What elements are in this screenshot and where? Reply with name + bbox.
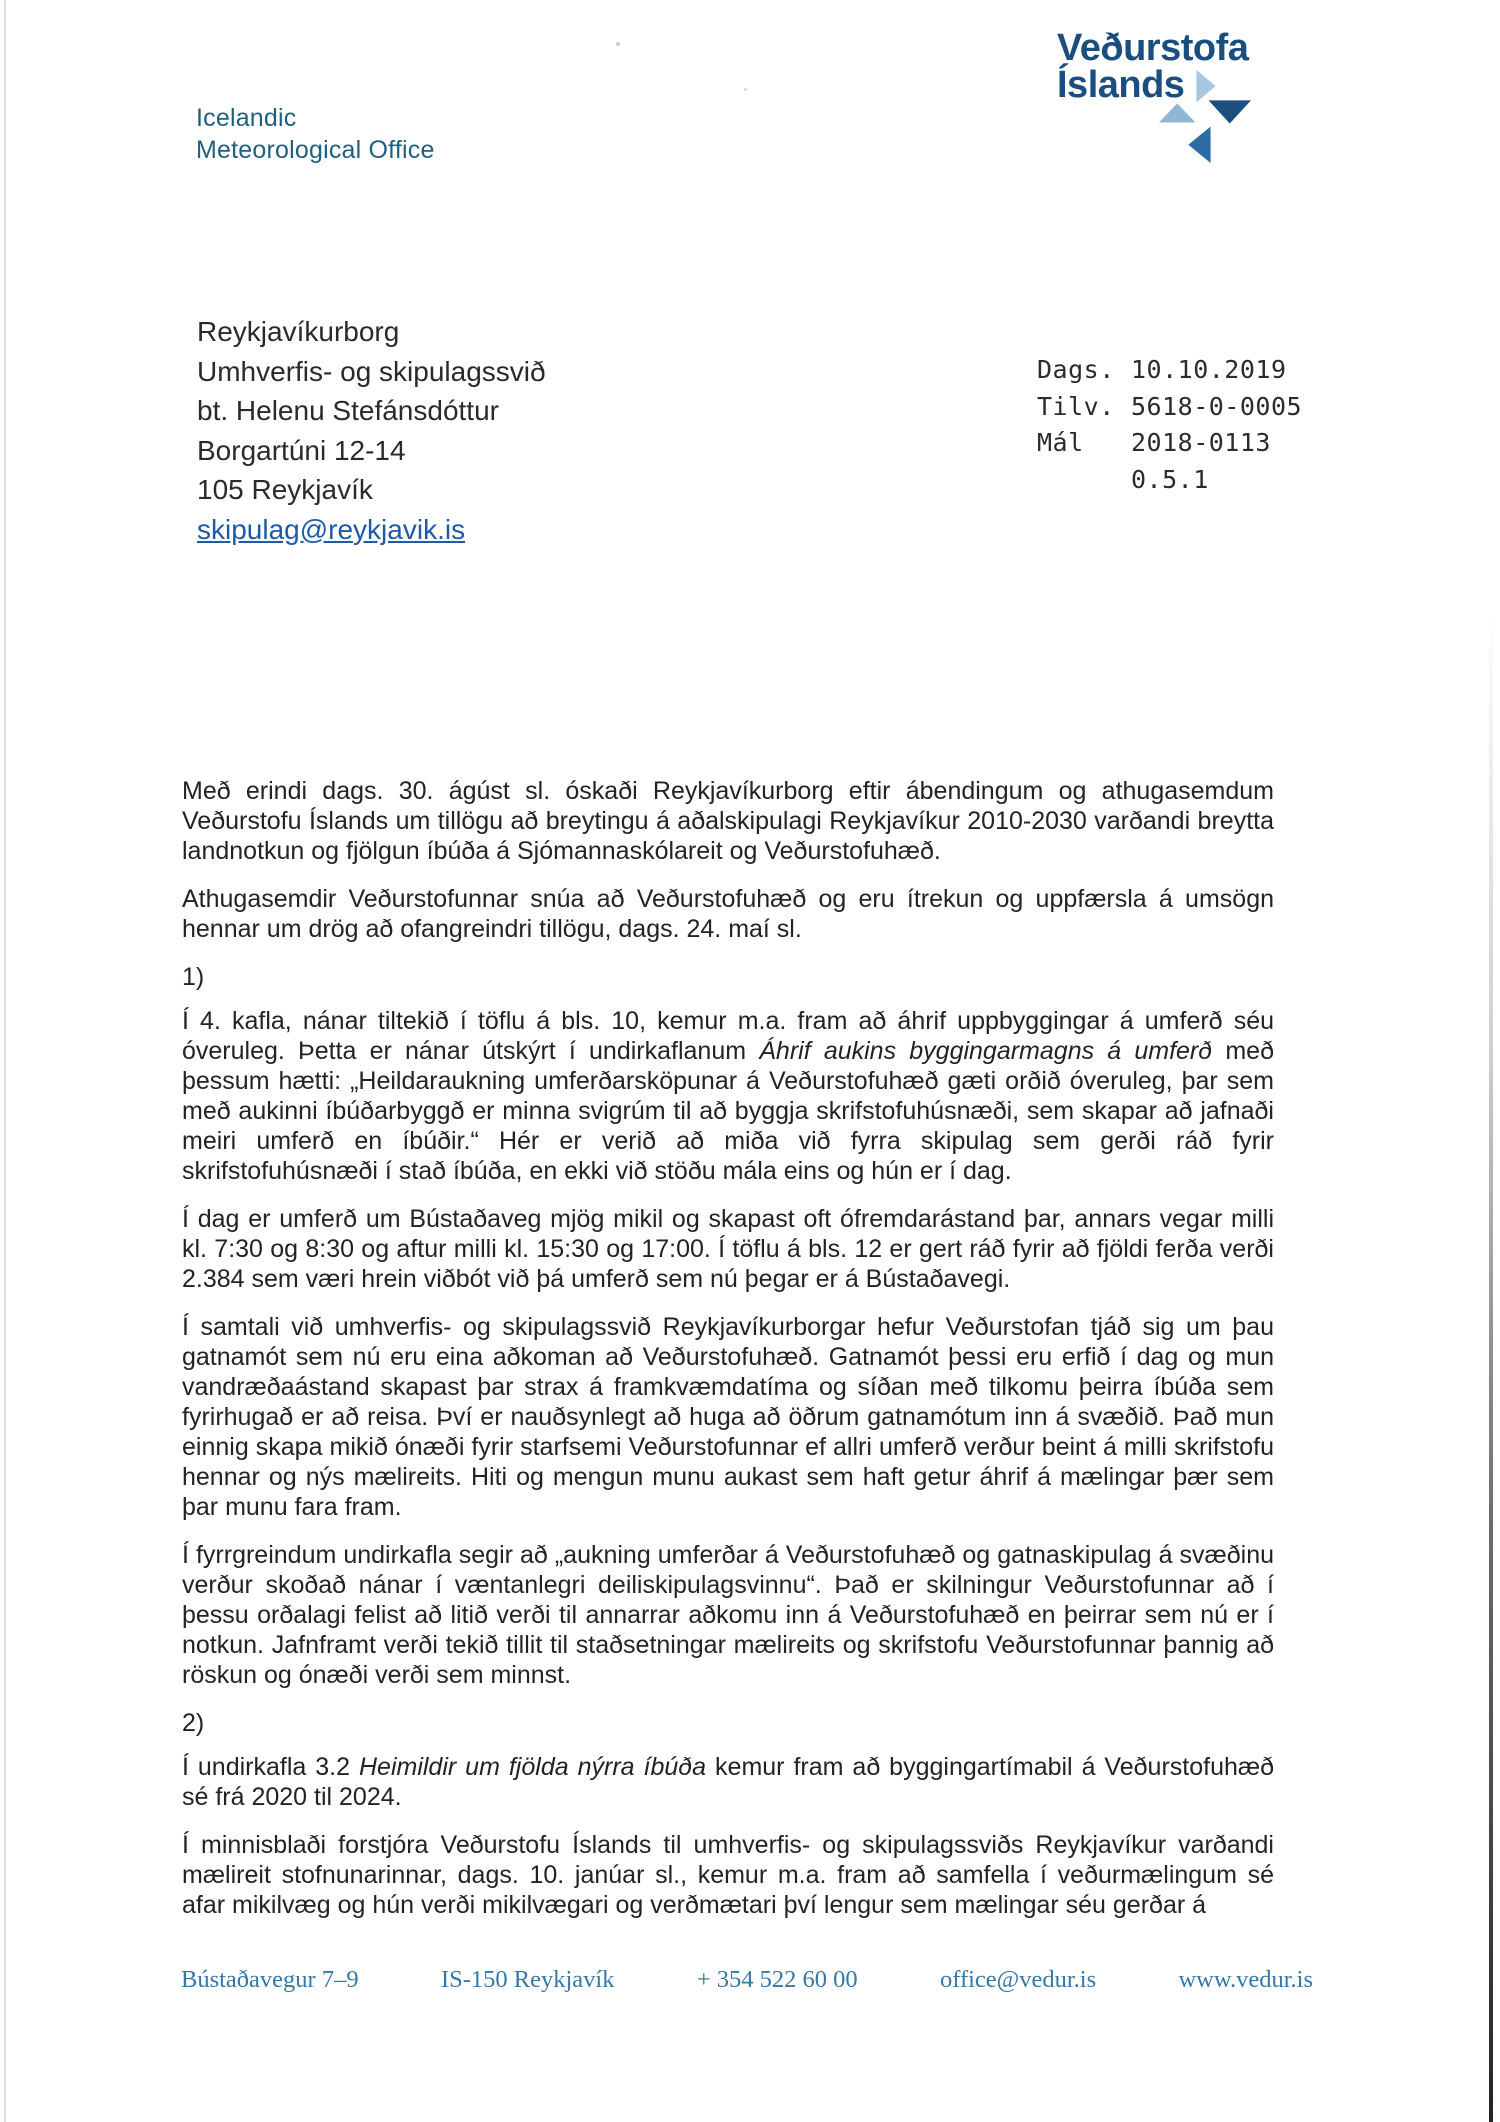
meta-value: 0.5.1 (1131, 464, 1209, 494)
pinwheel-triangle (1159, 103, 1195, 122)
text-run: Í samtali við umhverfis- og skipulagssvið Reykjavíkurborgar hefur Veðurstofan tjáð sig um þau gatnamót sem nú eru eina aðkoman að Veðurstofuhæð. Gatnamót þessi eru erfið í dag og mun vandræðaástand skapast þar strax á framkvæmdatíma og síðan með tilkomu þeirra íbúða sem fyrirhugað er að reisa. Því er nauðsynlegt að huga að öðrum gatnamótum inn á svæðið. Það mun einnig skapa mikið ónæði fyrir starfsemi Veðurstofunnar ef allri umferð verður beint á milli skrifstofu hennar og nýs mælireits. Hiti og mengun munu aukast sem haft getur áhrif á mælingar þær sem þar munu fara fram. (182, 1313, 1274, 1521)
text-run: Í minnisblaði forstjóra Veðurstofu Íslands til umhverfis- og skipulagssviðs Reykjavíkur varðandi mælireit stofnunarinnar, dags. 10. janúar sl., kemur m.a. fram að samfella í veðurmælingum sé afar mikilvæg og hún verði mikilvægari og verðmætari því lengur sem mælingar séu gerðar á (182, 1831, 1274, 1919)
text-run: Í fyrrgreindum undirkafla segir að „aukning umferðar á Veðurstofuhæð og gatnaskipulag á svæðinu verður skoðað nánar í væntanlegri deiliskipulagsvinnu“. Það er skilningur Veðurstofunnar að í þessu orðalagi felist að litið verði til annarrar aðkomu inn á Veðurstofuhæð en þeirrar sem nú er í notkun. Jafnframt verði tekið tillit til staðsetningar mælireits og skrifstofu Veðurstofunnar þannig að röskun og ónæði verði sem minnst. (182, 1541, 1274, 1689)
recipient-line: Borgartúni 12-14 (197, 434, 406, 466)
recipient-line: bt. Helenu Stefánsdóttur (197, 395, 499, 426)
logo-title-line: Íslands (1057, 64, 1185, 106)
logo-title-line: Veðurstofa (1057, 27, 1249, 69)
text-run: Í dag er umferð um Bústaðaveg mjög mikil og skapast oft ófremdarástand þar, annars vegar milli kl. 7:30 og 8:30 og aftur milli kl. 15:30 og 17:00. Í töflu á bls. 12 er gert ráð fyrir að fjöldi ferða verði 2.384 sem væri hrein viðbót við þá umferð sem nú þegar er á Bústaðavegi. (182, 1205, 1274, 1293)
paragraph (182, 1830, 1274, 1920)
footer-website: www.vedur.is (1178, 1966, 1313, 1993)
meta-label: Dags. (1037, 355, 1115, 384)
recipient-line: Reykjavíkurborg (197, 316, 400, 347)
text-run: Athugasemdir Veðurstofunnar snúa að Veðurstofuhæð og eru ítrekun og uppfærsla á umsögn hennar um drög að ofangreindri tillögu, dags. 24. maí sl. (182, 885, 1274, 943)
section-marker (182, 1708, 1274, 1738)
paragraph (182, 1312, 1274, 1522)
footer-city: IS-150 Reykjavík (440, 1966, 615, 1993)
scan-edge-line-right (1489, 610, 1493, 2122)
paragraph (182, 1006, 1274, 1186)
recipient-line: 105 Reykjavík (197, 474, 373, 505)
meta-value: 5618-0-0005 (1131, 391, 1303, 421)
page-footer (181, 1966, 1313, 1994)
vedurstofa-logo (1057, 27, 1327, 180)
meta-label: Mál (1037, 428, 1084, 457)
paragraph (182, 1752, 1274, 1812)
paragraph (182, 1540, 1274, 1690)
meta-label (1037, 462, 1131, 499)
scan-artifact (616, 42, 620, 46)
paragraph (182, 776, 1274, 866)
scan-artifact (744, 88, 747, 91)
paragraph (182, 1204, 1274, 1294)
text-run: Með erindi dags. 30. ágúst sl. óskaði Reykjavíkurborg eftir ábendingum og athugasemdum Veðurstofu Íslands um tillögu að breytingu á aðalskipulagi Reykjavíkur 2010-2030 varðandi breytta landnotkun og fjölgun íbúða á Sjómannaskólareit og Veðurstofuhæð. (182, 777, 1274, 865)
recipient-line: Umhverfis- og skipulagssvið (197, 355, 546, 387)
text-run: kemur fram að byggingartímabil á Veðurstofuhæð sé frá 2020 til 2024. (182, 1753, 1275, 1811)
meta-label: Tilv. (1037, 391, 1115, 421)
italic-run: Áhrif aukins byggingarmagns á umferð (759, 1037, 1213, 1065)
section-marker (182, 962, 1274, 992)
text-run: 1) (182, 963, 205, 991)
office-name-english (196, 102, 435, 166)
footer-phone: + 354 522 60 00 (696, 1966, 858, 1993)
pinwheel-triangle (1188, 127, 1210, 163)
letter-body (182, 776, 1274, 1938)
italic-run: Heimildir um fjölda nýrra íbúða (358, 1753, 707, 1781)
scan-edge-line-left (4, 0, 6, 2122)
meta-block (1037, 352, 1302, 498)
pinwheel-triangle (1196, 70, 1215, 102)
text-run: með þessum hætti: „Heildaraukning umferðarsköpunar á Veðurstofuhæð gæti orðið óveruleg, þar sem með aukinni íbúðarbyggð er minna svigrúm til að byggja skrifstofuhúsnæði, sem skapar að jafnaði meiri umferð en íbúðir.“ Hér er verið að miða við fyrra skipulag sem gerði ráð fyrir skrifstofuhúsnæði í stað íbúða, en ekki við stöðu mála eins og hún er í dag. (182, 1037, 1274, 1185)
text-run: Í undirkafla 3.2 (182, 1753, 359, 1781)
recipient-lines (197, 312, 546, 510)
footer-address: Bústaðavegur 7–9 (181, 1966, 359, 1993)
footer-email: office@vedur.is (939, 1966, 1097, 1993)
office-name-line: Meteorological Office (196, 136, 435, 164)
recipient-email-link[interactable]: skipulag@reykjavik.is (197, 513, 466, 545)
text-run: Í 4. kafla, nánar tiltekið í töflu á bls. 10, kemur m.a. fram að áhrif uppbyggingar á umferð séu óveruleg. Þetta er nánar útskýrt í undirkaflanum (182, 1007, 1274, 1065)
text-run: 2) (182, 1709, 205, 1737)
meta-value: 10.10.2019 (1131, 355, 1287, 384)
office-name-line: Icelandic (196, 104, 297, 132)
paragraph (182, 884, 1274, 944)
pinwheel-triangle (1209, 100, 1251, 123)
recipient-block (197, 312, 546, 549)
logo-pinwheel-icon (1158, 70, 1254, 166)
meta-value: 2018-0113 (1131, 428, 1271, 457)
